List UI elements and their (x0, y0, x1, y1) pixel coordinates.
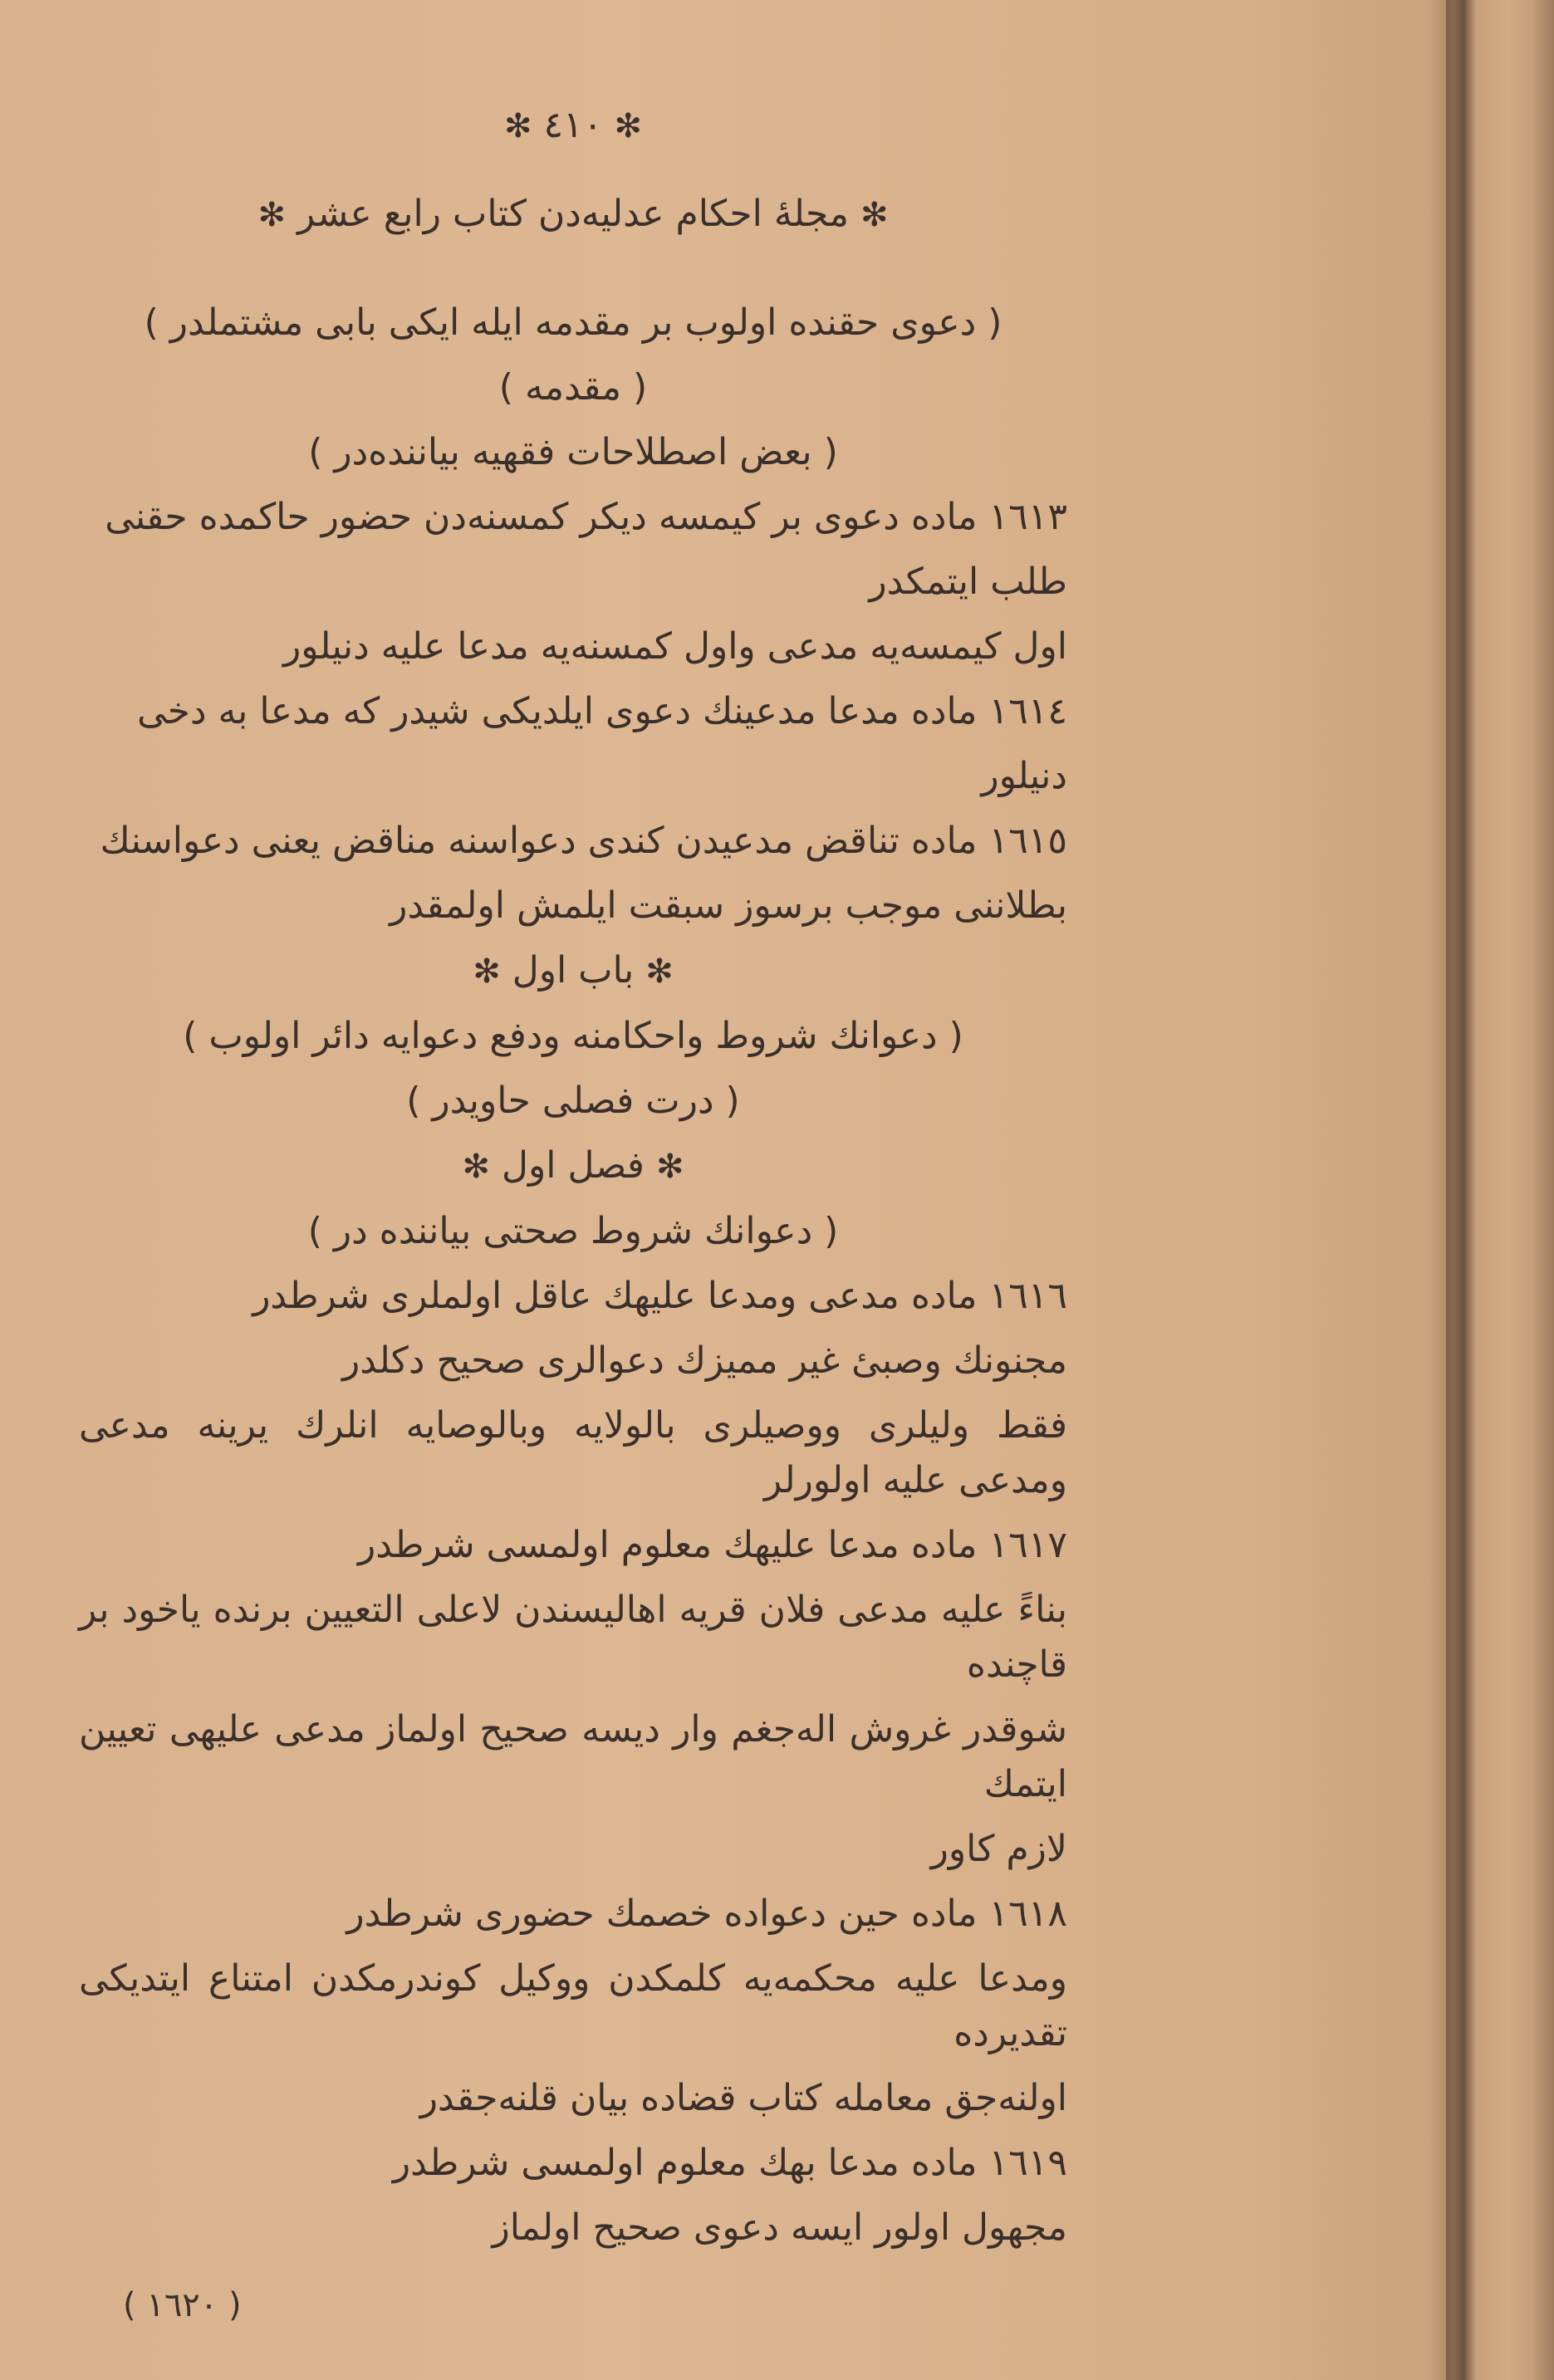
heading-istilahat: ( بعض اصطلاحات فقهیه بیاننده‌در ) (308, 431, 838, 473)
heading-mukaddime: ( مقدمه ) (498, 366, 648, 409)
article-1616: ١٦١٦ ماده مدعی ومدعا علیهك عاقل اولملری شرطدر (252, 1275, 1067, 1317)
text-line: اول کیمسه‌یه مدعی واول کمسنه‌یه مدعا علیه دنیلور (283, 625, 1067, 668)
text-line: لازم کاور (930, 1828, 1067, 1870)
article-1618: ١٦١٨ ماده حین دعواده خصمك حضوری شرطدر (346, 1893, 1067, 1935)
ornament-icon: ✻ (473, 952, 501, 991)
text-line: مجنونك وصبیٔ غیر ممیزك دعوالری صحیح دکلدر (342, 1339, 1067, 1382)
heading-shurut: ( دعوانك شروط واحکامنه ودفع دعوایه دائر اولوب ) (183, 1015, 963, 1057)
ornament-icon: ✻ (504, 107, 532, 145)
heading-dawa-intro: ( دعوی حقنده اولوب بر مقدمه ایله ایکی بابی مشتملدر ) (144, 301, 1003, 344)
ornament-icon: ✻ (645, 952, 674, 991)
text-line: مجهول اولور ایسه دعوی صحیح اولماز (492, 2206, 1067, 2249)
heading-text: فصل اول (502, 1144, 645, 1187)
heading-fasl-evvel (79, 1139, 1067, 1194)
article-1619: ١٦١٩ ماده مدعا بهك معلوم اولمسی شرطدر (392, 2142, 1067, 2184)
text-line: اولنه‌جق معامله کتاب قضاده بیان قلنه‌جقدر (419, 2077, 1067, 2119)
text-line: طلب ایتمکدر (869, 561, 1067, 603)
article-1617: ١٦١٧ ماده مدعا علیهك معلوم اولمسی شرطدر (358, 1524, 1067, 1566)
book-title-text: مجلهٔ احکام عدلیه‌دن کتاب رابع عشر (297, 193, 849, 235)
ornament-icon: ✻ (257, 196, 287, 234)
page-text-column (79, 0, 1067, 2380)
text-line: ومدعا علیه محکمه‌یه کلمکدن ووکیل کوندرمکدن امتناع ایتدیکی تقدیرده (79, 1957, 1067, 2054)
text-line: دنیلور (981, 755, 1067, 797)
book-binding-edge (1446, 0, 1554, 2380)
text-line: فقط ولیلری ووصیلری بالولایه وبالوصایه انلرك یرینه مدعی ومدعی علیه اولورلر (79, 1404, 1067, 1501)
book-title (79, 187, 1067, 242)
heading-sihhat: ( دعوانك شروط صحتی بیاننده در ) (307, 1210, 839, 1252)
text-line: بناءً علیه مدعی فلان قریه اهالیسندن لاعلی التعیین برنده یاخود بر قاچنده (79, 1589, 1067, 1686)
ornament-icon: ✻ (860, 196, 889, 234)
text-line: شوقدر غروش الەجغم وار دیسه صحیح اولماز مدعی علیهی تعیین ایتمك (79, 1708, 1067, 1805)
heading-bab-evvel (79, 943, 1067, 999)
article-1614: ١٦١٤ ماده مدعا مدعینك دعوی ایلدیکی شیدر که مدعا به دخی (137, 690, 1067, 732)
heading-dort-fasil: ( درت فصلی حاویدر ) (406, 1080, 740, 1122)
ornament-icon: ✻ (462, 1148, 491, 1186)
ornament-icon: ✻ (655, 1148, 684, 1186)
article-1613: ١٦١٣ ماده دعوی بر کیمسه دیکر کمسنه‌دن حضور حاکمده حقنی (105, 496, 1067, 538)
ornament-icon: ✻ (614, 107, 642, 145)
page-header (79, 98, 1067, 154)
signature-mark: ( ١٦٢٠ ) (123, 2286, 242, 2324)
page-number: ٤١٠ (543, 104, 603, 146)
text-line: بطلاننی موجب برسوز سبقت ایلمش اولمقدر (390, 884, 1067, 927)
heading-text: باب اول (512, 949, 635, 992)
article-1615: ١٦١٥ ماده تناقض مدعیدن کندی دعواسنه مناقض یعنی دعواسنك (100, 820, 1067, 862)
